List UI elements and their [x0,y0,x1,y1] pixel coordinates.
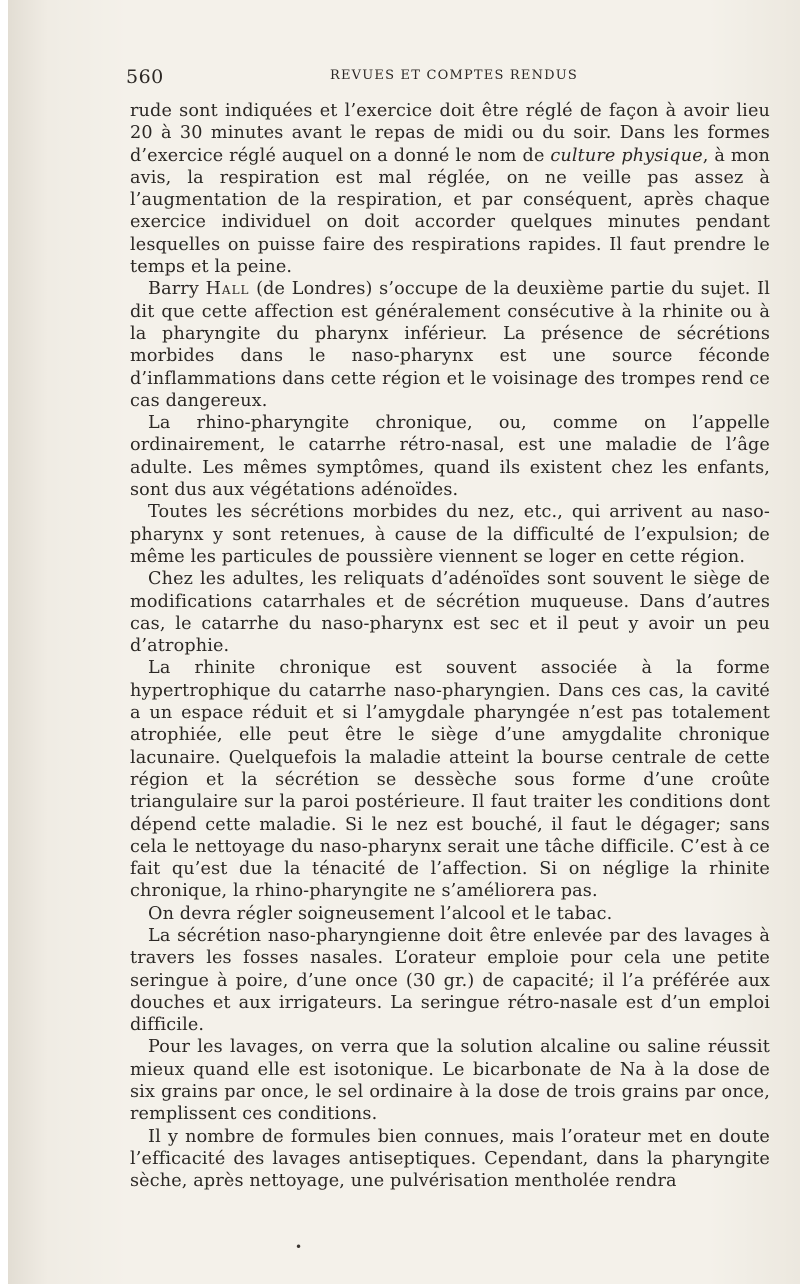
paragraph-3: La rhino-pharyngite chronique, ou, comme on l’appelle ordinairement, le catarrhe rétro-nasal, est une maladie de l’âge adulte. Les mêmes symptômes, quand ils existent chez les enfants, sont dus aux végétations adénoïdes. [130,413,770,501]
paragraph-6: La rhinite chronique est souvent associée à la forme hypertrophique du catarrhe naso-pharyngien. Dans ces cas, la cavité a un espace réduit et si l’amygdale pharyngée n’est pas totalement atrophiée, elle peut être le siège d’une amygdalite chronique lacunaire. Quelquefois la maladie atteint la bourse centrale de cette région et la sécrétion se dessèche sous forme d’une croûte triangulaire sur la paroi postérieure. Il faut traiter les conditions dont dépend cette maladie. Si le nez est bouché, il faut le dégager; sans cela le nettoyage du naso-pharynx serait une tâche difficile. C’est à ce fait qu’est due la ténacité de l’affection. Si on néglige la rhinite chronique, la rhino-pharyngite ne s’améliorera pas. [130,658,770,902]
paragraph-10: Il y nombre de formules bien connues, mais l’orateur met en doute l’efficacité des lavages antiseptiques. Cependant, dans la pharyngite sèche, après nettoyage, une pulvérisation mentholée rendra [130,1126,770,1192]
paragraph-9: Pour les lavages, on verra que la solution alcaline ou saline réussit mieux quand elle est isotonique. Le bicarbonate de Na à la dose de six grains par once, le sel ordinaire à la dose de trois grains par once, remplissent ces conditions. [130,1037,770,1125]
body-text [130,100,770,1193]
italic-term: culture physique [550,145,703,166]
paragraph-1: rude sont indiquées et l’exercice doit être réglé de façon à avoir lieu 20 à 30 minutes avant le repas de midi ou du soir. Dans les formes d’exercice réglé auquel on a donné le nom de culture physique, à mon avis, la respiration est mal réglée, on ne veille pas assez à l’augmentation de la respiration, et par conséquent, après chaque exercice individuel on doit accorder quelques minutes pendant lesquelles on puisse faire des respirations rapides. Il faut prendre le temps et la peine. [130,101,770,278]
author-name: Hall [205,279,250,300]
paragraph-5: Chez les adultes, les reliquats d’adénoïdes sont souvent le siège de modifications catarrhales et de sécrétion muqueuse. Dans d’autres cas, le catarrhe du naso-pharynx est sec et il peut y avoir un peu d’atrophie. [130,569,770,657]
page-number: 560 [126,66,164,88]
running-head: REVUES ET COMPTES RENDUS [330,68,579,83]
page-header [120,60,770,90]
paragraph-4: Toutes les sécrétions morbides du nez, etc., qui arrivent au naso-pharynx y sont retenues, à cause de la difficulté de l’expulsion; de même les particules de poussière viennent se loger en cette région. [130,502,770,567]
paragraph-2: Barry Hall (de Londres) s’occupe de la deuxième partie du sujet. Il dit que cette affection est généralement consécutive à la rhinite ou à la pharyngite du pharynx inférieur. La présence de sécrétions morbides dans le naso-pharynx est une source féconde d’inflammations dans cette région et le voisinage des trompes rend ce cas dangereux. [130,279,771,411]
paragraph-8: La sécrétion naso-pharyngienne doit être enlevée par des lavages à travers les fosses nasales. L’orateur emploie pour cela une petite seringue à poire, d’une once (30 gr.) de capacité; il l’a préférée aux douches et aux irrigateurs. La seringue rétro-nasale est d’un emploi difficile. [130,925,770,1036]
paragraph-7: On devra régler soigneusement l’alcool et le tabac. [148,903,613,924]
page-edge [0,0,8,1284]
printer-mark: • [295,1240,303,1254]
